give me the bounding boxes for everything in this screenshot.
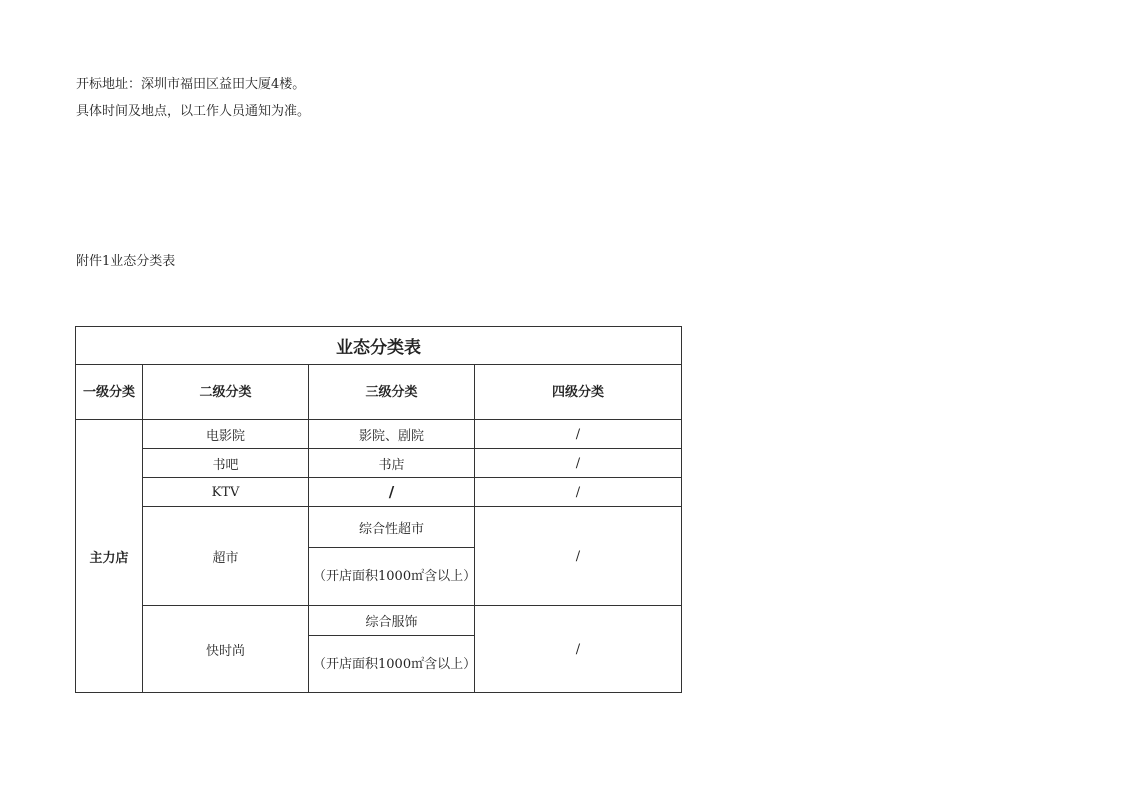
- table-row: [76, 449, 682, 478]
- level2-cell: KTV: [143, 478, 309, 507]
- table-row: [76, 478, 682, 507]
- level3-note-cell: （开店面积1000㎡含以上）: [309, 636, 475, 693]
- level3-note-cell: （开店面积1000㎡含以上）: [309, 548, 475, 606]
- business-category-table: [75, 326, 682, 693]
- table-row: [76, 606, 682, 636]
- level2-cell: 电影院: [143, 420, 309, 449]
- bid-opening-address: 开标地址：深圳市福田区益田大厦4楼。: [76, 77, 306, 92]
- level3-cell: 书店: [309, 449, 475, 478]
- annex-label: 附件1业态分类表: [76, 254, 176, 269]
- table-title-row: [76, 327, 682, 365]
- table-row: [76, 420, 682, 449]
- level4-cell: /: [475, 606, 682, 693]
- level1-anchor-store: 主力店: [76, 420, 143, 693]
- time-location-note: 具体时间及地点，以工作人员通知为准。: [76, 104, 311, 119]
- level4-cell: /: [475, 449, 682, 478]
- header-level4: 四级分类: [475, 365, 682, 420]
- level4-cell: /: [475, 420, 682, 449]
- table-title: 业态分类表: [76, 327, 682, 365]
- header-level1: 一级分类: [76, 365, 143, 420]
- table-header-row: [76, 365, 682, 420]
- header-level2: 二级分类: [143, 365, 309, 420]
- level4-cell: /: [475, 478, 682, 507]
- level3-cell: /: [309, 478, 475, 507]
- level3-cell: 影院、剧院: [309, 420, 475, 449]
- level2-cell: 书吧: [143, 449, 309, 478]
- level3-cell: 综合性超市: [309, 507, 475, 548]
- level2-cell: 超市: [143, 507, 309, 606]
- header-level3: 三级分类: [309, 365, 475, 420]
- level2-cell: 快时尚: [143, 606, 309, 693]
- level3-cell: 综合服饰: [309, 606, 475, 636]
- table-row: [76, 507, 682, 548]
- level4-cell: /: [475, 507, 682, 606]
